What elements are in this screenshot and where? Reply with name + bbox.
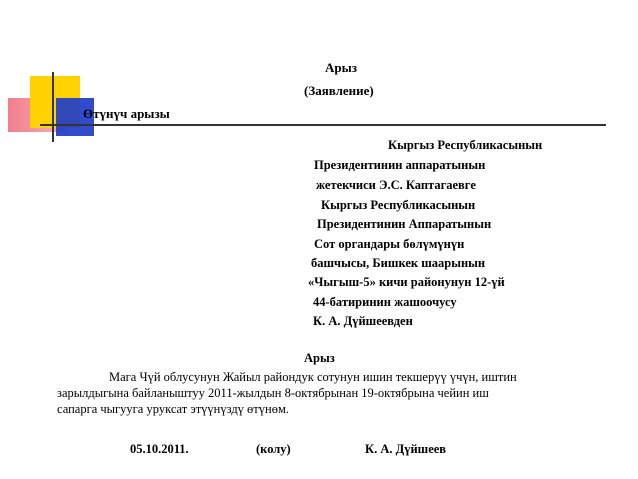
decor-vertical-line: [52, 72, 54, 142]
header-divider-line: [40, 124, 606, 126]
form-label: Өтүнүч арызы: [83, 106, 170, 121]
document-subtitle: (Заявление): [304, 83, 374, 98]
body-paragraph: [57, 369, 577, 417]
body-heading: Арыз: [304, 351, 335, 365]
addressee-line-10: К. А. Дүйшеевден: [313, 314, 413, 328]
document-title: Арыз: [325, 60, 357, 75]
body-line-3: сапарга чыгууга уруксат этүүнүздү өтүнөм.: [57, 402, 289, 416]
addressee-line-9: 44-батиринин жашоочусу: [313, 295, 457, 309]
signature-date: 05.10.2011.: [130, 442, 189, 456]
addressee-line-1: Кыргыз Республикасынын: [388, 138, 543, 152]
body-line-2: зарылдыгына байланыштуу 2011-жылдын 8-октябрынан 19-октябрына чейин иш: [57, 386, 489, 400]
body-line-1: Мага Чүй облусунун Жайыл райондук сотунун ишин текшерүү үчүн, иштин: [109, 370, 517, 384]
addressee-line-4: Кыргыз Республикасынын: [321, 198, 476, 212]
signature-sign: (колу): [256, 442, 291, 456]
addressee-line-3: жетекчиси Э.С. Каптагаевге: [316, 178, 476, 192]
signature-name: К. А. Дүйшеев: [365, 442, 447, 456]
addressee-line-6: Сот органдары бөлүмүнүн: [314, 237, 465, 251]
addressee-line-8: «Чыгыш-5» кичи районунун 12-үй: [308, 275, 505, 289]
addressee-line-2: Президентинин аппаратынын: [314, 158, 486, 172]
addressee-line-7: башчысы, Бишкек шаарынын: [311, 256, 486, 270]
addressee-line-5: Президентинин Аппаратынын: [317, 217, 492, 231]
